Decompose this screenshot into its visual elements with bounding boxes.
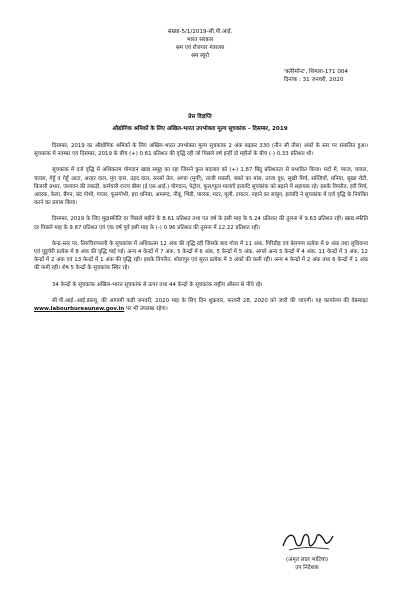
bureau-name: श्रम ब्यूरो (191, 53, 209, 59)
press-release-heading: प्रेस विज्ञप्ति (188, 114, 212, 120)
handwritten-signature-icon (279, 528, 335, 554)
address-block (284, 68, 348, 84)
ministry-name: श्रम एवं रोजगार मंत्रालय (175, 45, 225, 51)
paragraph-contributors: सूचकांक में दर्ज वृद्धि में अधिकतम योगदान खाद्य समूह का रहा जिसने कुल बदलाव को (+) 1.87 बिंदु प्रतिशतता से प्रभावित किया। मदों में, प्याज, चावल, चावल, गेहूँ व गेहूँ आटा, अरहर दाल, मूंग दाल, उड़द दाल, सरसों तेल, अण्डा (मुर्गी), ताजी मछली, बकरे का मांस, ताजा दूध, सूखी मिर्च, सब्जियाँ, धनिया, सूखा रोटी, बिजली प्रभार, जलावन की लकड़ी, कर्मचारी राज्य बीमा (ई.एस.आई.) योगदान, पेट्रोल, फूल/फूल मालाएँ इत्यादि सूचकांक को बढ़ाने में सहायक रहे। इसके विपरीत, हरी मिर्च, अदरक, केला, बैंगन, बंद गोभी, गाजर, फूलगोभी, हरा धनिया, अमरूद, नींबू, भिंडी, पालक, मटर, मूली, टमाटर, नहाने का साबुन, इत्यादि ने सूचकांक में दर्ज वृद्धि के नियंत्रित करने का प्रयास किया। (34, 167, 368, 207)
letterhead (26, 28, 374, 60)
release-date: दिनांक : 31 जनवरी, 2020 (283, 77, 344, 83)
government-name: भारत सरकार (186, 37, 214, 43)
release-body (34, 142, 368, 321)
signatory-designation: उप निदेशक (295, 565, 319, 571)
release-subject-heading: औद्योगिक श्रमिकों के लिए अखिल-भारत उपभोक्ता मूल्य सूचकांक – दिसम्बर, 2019 (112, 126, 288, 132)
next-release-tail: पर भी उपलब्ध रहेगा। (125, 306, 168, 313)
website-link[interactable]: www.labourbureaunew.gov.in (34, 306, 125, 313)
paragraph-centre-comparison: 34 केन्द्रों के सूचकांक अखिल-भारत सूचकांक से ऊपर तथा 44 केन्द्रों के सूचकांक राष्ट्रीय औसत से नीचे रहे। (52, 281, 263, 288)
paragraph-centre-level: केन्द्र-स्तर पर, तिरुचिरापल्ली के सूचकांक में अधिकतम 12 अंक की वृद्धि रही जिसके बाद गोवा में 11 अंक, गिरिडीह एवं बेलगाम प्रत्येक में 9 अंक तथा लुधियाना एवं पुडुचेरी प्रत्येक में 8 अंक की वृद्धि पाई गई। अन्य 4 केन्द्रों में 7 अंक, 5 केन्द्रों में 6 अंक, 5 केन्द्रों में 5 अंक, अगले अन्य 5 केन्द्रों में 4 अंक, 11 केन्द्रों में 3 अंक, 12 केन्द्रों में 2 अंक एवं 13 केन्द्रों में 1 अंक की वृद्धि रही। इसके विपरीत, शोलापुर एवं सूरत प्रत्येक में 3 अंकों की कमी रही। अन्य 4 केन्द्रों में 2 अंक तथा 6 केन्द्रों में 1 अंक की कमी रही। शेष 5 केन्द्रों के सूचकांक स्थिर रहे। (34, 240, 368, 272)
signatory-name: (अमृत लाल भाटिया) (285, 557, 329, 563)
paragraph-next-release (34, 297, 368, 313)
next-release-text: सी.पी.आई.-आई.डब्ल्यू. की आगामी कड़ी जनवरी, 2020 माह के लिए दिन शुक्रवार, फरवरी 28, 2020 को जारी की जाएगी। यह कार्यालय की वेबसाइट (52, 297, 368, 304)
paragraph-inflation: दिसम्बर, 2019 के लिए मुद्रास्फीति दर पिछले महीने के 8.61 प्रतिशत तथा गत वर्ष के इसी माह के 5.24 प्रतिशत की तुलना में 9.63 प्रतिशत रही। खाद्य-स्फीति दर पिछले माह के 9.87 प्रतिशत एवं एक वर्ष पूर्व इसी माह के (-) 0.96 प्रतिशत की तुलना में 12.22 प्रतिशत रही। (34, 216, 368, 231)
reference-number: संख्या-5/1/2019-सी.पी.आई. (167, 29, 233, 35)
signature-block (262, 528, 352, 572)
paragraph-summary: दिसम्बर, 2019 का औद्योगिक श्रमिकों के लिए अखिल-भारत उपभोक्ता मूल्य सूचकांक 2 अंक बढ़कर 330 (तीन सौ तीस) अंकों के स्तर पर संकलित हुआ। सूचकांक में नवम्बर एवं दिसम्बर, 2019 के बीच (+) 0.61 प्रतिशत की वृद्धि रही जो पिछले वर्ष इन्हीं दो महीनों के बीच (-) 0.33 प्रतिशत थी। (34, 143, 368, 158)
office-address: 'क्लेरेमॉन्ट', शिमला-171 004 (283, 69, 348, 75)
